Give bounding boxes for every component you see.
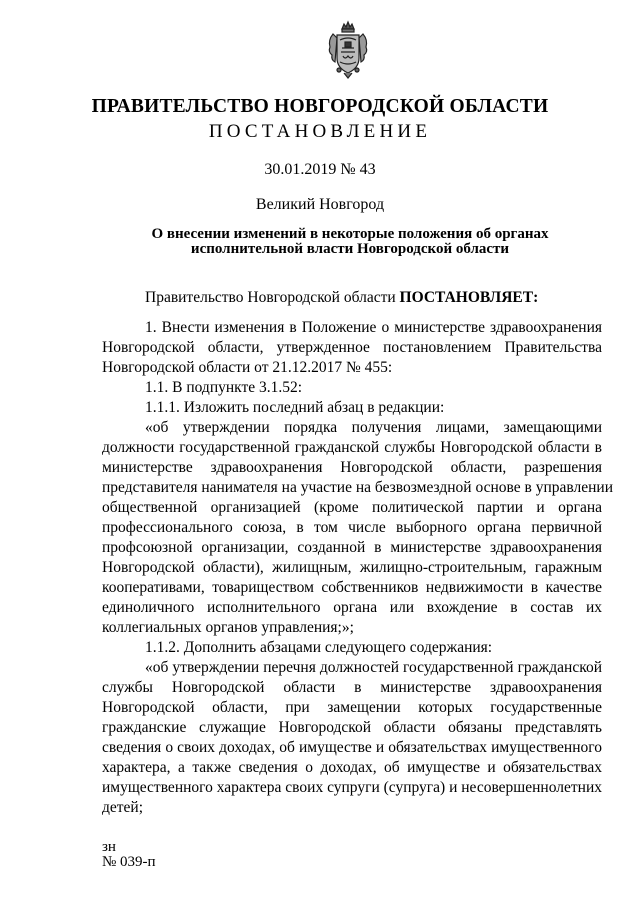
document-type: ПОСТАНОВЛЕНИЕ [208,121,432,142]
body-line: профсоюзной организации, созданной в министерстве здравоохранения [102,539,602,556]
body-line: характера, а также сведения о доходах, об имуществе и обязательствах [102,759,602,776]
body-line: кооперативами, товариществом собственников недвижимости в качестве [102,579,602,596]
body-line: коллегиальных органов управления;»; [102,619,354,636]
government-title: ПРАВИТЕЛЬСТВО НОВГОРОДСКОЙ ОБЛАСТИ [91,96,549,117]
coat-of-arms-icon [325,20,371,80]
body-line: профессионального союза, в том числе выборного органа первичной [102,519,602,536]
resolves-paragraph [145,288,538,308]
footer-note [102,840,156,870]
body-line: гражданские служащие Новгородской области обязаны представлять [102,719,602,736]
document-subject [100,227,600,257]
body-line: Новгородской области, при замещении которых государственные [102,699,602,716]
body-line: детей; [102,799,144,816]
resolves-keyword: ПОСТАНОВЛЯЕТ: [399,289,539,306]
body-line: сведения о своих доходах, об имуществе и обязательствах имущественного [102,739,602,756]
subject-line-2: исполнительной власти Новгородской области [190,241,510,257]
subject-line-1: О внесении изменений в некоторые положения об органах [151,226,549,242]
body-line: 1.1.1. Изложить последний абзац в редакции: [145,399,445,416]
body-line: 1.1. В подпункте 3.1.52: [145,379,303,396]
body-line: должности государственной гражданской службы Новгородской области в [102,439,602,456]
body-line: единоличного исполнительного органа или вхождение в состав их [102,599,602,616]
resolves-prefix: Правительство Новгородской области [145,289,400,306]
body-line: «об утверждении перечня должностей государственной гражданской [145,659,602,676]
body-line: 1. Внести изменения в Положение о министерстве здравоохранения [145,319,602,336]
body-line: Новгородской области от 21.12.2017 № 455: [102,359,393,376]
body-line: имущественного характера своих супруги (супруга) и несовершеннолетних [102,779,602,796]
body-line: Новгородской области), жилищным, жилищно-строительным, гаражным [102,559,602,576]
body-line: «об утверждении порядка получения лицами, замещающими [145,419,602,436]
footer-initials: зн [102,839,116,855]
footer-doc-code: № 039-п [102,854,156,870]
body-line: службы Новгородской области в министерстве здравоохранения [102,679,602,696]
body-line: представителя нанимателя на участие на безвозмездной основе в управлении [102,479,613,496]
document-city: Великий Новгород [255,196,385,213]
body-line: 1.1.2. Дополнить абзацами следующего содержания: [145,639,493,656]
body-line: министерстве здравоохранения Новгородской области, разрешения [102,459,602,476]
body-line: общественной организацией (кроме политической партии и органа [102,499,602,516]
body-line: Новгородской области, утвержденное постановлением Правительства [102,339,602,356]
document-date-number: 30.01.2019 № 43 [264,161,376,178]
